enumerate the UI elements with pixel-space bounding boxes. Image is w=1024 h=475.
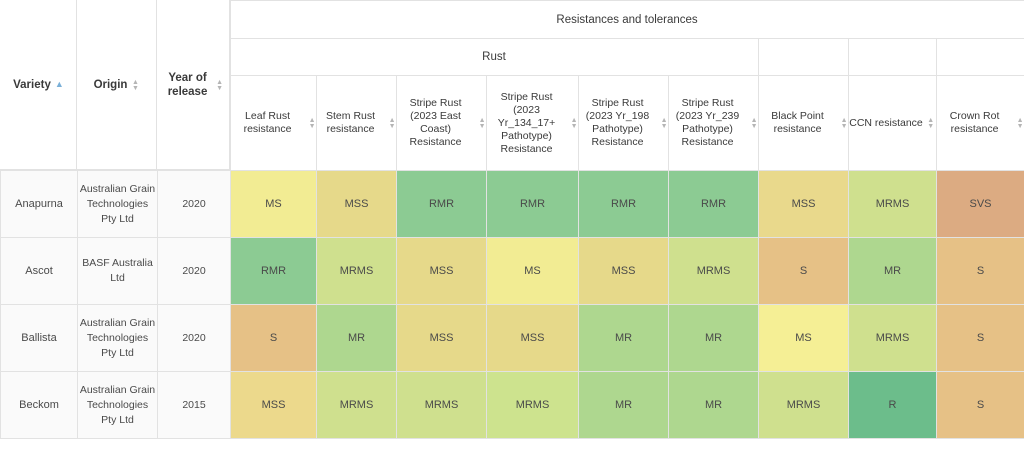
cell-variety[interactable]: Ascot	[1, 238, 78, 305]
cell-rating: RMR	[579, 171, 669, 238]
cell-rating: S	[937, 305, 1024, 372]
header-subgroup-rust-label: Rust	[482, 51, 506, 63]
cell-rating: MR	[317, 305, 397, 372]
cell-rating: RMR	[487, 171, 579, 238]
cell-rating: MSS	[317, 171, 397, 238]
sort-icon[interactable]: ▲ ▼	[308, 117, 316, 130]
cell-rating: RMR	[397, 171, 487, 238]
sort-icon[interactable]: ▲ ▼	[216, 78, 223, 92]
table-row[interactable]	[1, 238, 1024, 305]
cell-rating: MS	[231, 171, 317, 238]
sort-icon[interactable]: ▲ ▼	[570, 117, 578, 130]
column-header-stem-rust-label: Stem Rust resistance	[326, 110, 376, 135]
header-row-group	[0, 1, 1024, 39]
header-spacer-variety	[0, 1, 77, 171]
cell-rating: MSS	[397, 238, 487, 305]
cell-rating: MSS	[397, 305, 487, 372]
sort-icon-active[interactable]: ▲	[54, 79, 64, 89]
column-header-stripe-rust-yr198[interactable]	[578, 76, 668, 171]
cell-rating: MRMS	[849, 305, 937, 372]
cell-rating: MS	[759, 305, 849, 372]
header-group-resistances-label: Resistances and tolerances	[556, 13, 698, 26]
cell-rating: MRMS	[849, 171, 937, 238]
column-header-variety-label: Variety	[13, 78, 51, 91]
table-body	[1, 171, 1024, 439]
cell-rating: S	[937, 372, 1024, 439]
column-header-stripe-rust-yr239[interactable]	[668, 76, 758, 171]
header-spacer-origin	[77, 1, 157, 171]
cell-year-of-release: 2020	[158, 305, 231, 372]
header-spacer-year	[157, 1, 230, 171]
header-spacer-ccn	[848, 39, 936, 76]
column-header-crown-rot-label: Crown Rot resistance	[949, 110, 1000, 135]
cell-origin: Australian Grain Technologies Pty Ltd	[78, 372, 158, 439]
cell-rating: S	[937, 238, 1024, 305]
sort-icon[interactable]: ▲ ▼	[478, 117, 486, 130]
table-row[interactable]	[1, 372, 1024, 439]
sort-icon[interactable]: ▲ ▼	[1016, 117, 1024, 130]
cell-rating: RMR	[669, 171, 759, 238]
cell-variety[interactable]: Ballista	[1, 305, 78, 372]
column-header-origin-label: Origin	[93, 78, 128, 91]
cell-rating: MSS	[759, 171, 849, 238]
column-header-crown-rot[interactable]	[936, 76, 1024, 171]
column-header-year-of-release-label: Year of release	[167, 71, 208, 98]
column-header-ccn[interactable]	[848, 76, 936, 171]
column-header-stripe-rust-east-coast-label: Stripe Rust (2023 East Coast) Resistance	[409, 97, 462, 148]
column-header-stripe-rust-yr239-label: Stripe Rust (2023 Yr_239 Pathotype) Resistance	[675, 97, 740, 148]
cell-origin: Australian Grain Technologies Pty Ltd	[78, 171, 158, 238]
sort-icon[interactable]: ▲ ▼	[660, 117, 668, 130]
cell-rating: R	[849, 372, 937, 439]
sort-icon[interactable]: ▲ ▼	[131, 78, 139, 92]
sort-icon[interactable]: ▲ ▼	[388, 117, 396, 130]
header-subgroup-rust	[230, 39, 758, 76]
table-row[interactable]	[1, 171, 1024, 238]
cell-rating: MRMS	[759, 372, 849, 439]
cell-rating: MR	[579, 305, 669, 372]
table-row[interactable]	[1, 305, 1024, 372]
cell-rating: S	[759, 238, 849, 305]
cell-origin: BASF Australia Ltd	[78, 238, 158, 305]
cell-rating: MS	[487, 238, 579, 305]
cell-origin: Australian Grain Technologies Pty Ltd	[78, 305, 158, 372]
header-group-resistances	[230, 1, 1024, 39]
cell-rating: MRMS	[669, 238, 759, 305]
column-header-leaf-rust-label: Leaf Rust resistance	[243, 110, 292, 135]
cell-rating: S	[231, 305, 317, 372]
sort-icon[interactable]: ▲ ▼	[750, 117, 758, 130]
cell-variety[interactable]: Anapurna	[1, 171, 78, 238]
cell-rating: MR	[579, 372, 669, 439]
column-header-stem-rust[interactable]	[316, 76, 396, 171]
column-header-stripe-rust-yr134[interactable]	[486, 76, 578, 171]
cell-rating: MR	[849, 238, 937, 305]
cell-rating: MRMS	[317, 372, 397, 439]
varieties-table-body	[0, 170, 1024, 439]
header-spacer-black-point	[758, 39, 848, 76]
cell-rating: MRMS	[487, 372, 579, 439]
cell-year-of-release: 2015	[158, 372, 231, 439]
header-spacer-crown-rot	[936, 39, 1024, 76]
varieties-table	[0, 0, 1024, 171]
cell-rating: MR	[669, 305, 759, 372]
sort-icon[interactable]: ▲ ▼	[927, 117, 935, 130]
cell-rating: MSS	[487, 305, 579, 372]
cell-rating: RMR	[231, 238, 317, 305]
cell-rating: MSS	[579, 238, 669, 305]
column-header-leaf-rust[interactable]	[230, 76, 316, 171]
column-header-stripe-rust-east-coast[interactable]	[396, 76, 486, 171]
column-header-black-point[interactable]	[758, 76, 848, 171]
cell-rating: MRMS	[317, 238, 397, 305]
cell-year-of-release: 2020	[158, 171, 231, 238]
column-header-ccn-label: CCN resistance	[849, 116, 923, 129]
column-header-stripe-rust-yr198-label: Stripe Rust (2023 Yr_198 Pathotype) Resistance	[585, 97, 650, 148]
cell-variety[interactable]: Beckom	[1, 372, 78, 439]
cell-rating: MSS	[231, 372, 317, 439]
cell-year-of-release: 2020	[158, 238, 231, 305]
cell-rating: MR	[669, 372, 759, 439]
column-header-black-point-label: Black Point resistance	[771, 110, 824, 135]
column-header-stripe-rust-yr134-label: Stripe Rust (2023 Yr_134_17+ Pathotype) Resistance	[497, 90, 556, 155]
cell-rating: SVS	[937, 171, 1024, 238]
cell-rating: MRMS	[397, 372, 487, 439]
sort-icon[interactable]: ▲ ▼	[840, 117, 848, 130]
